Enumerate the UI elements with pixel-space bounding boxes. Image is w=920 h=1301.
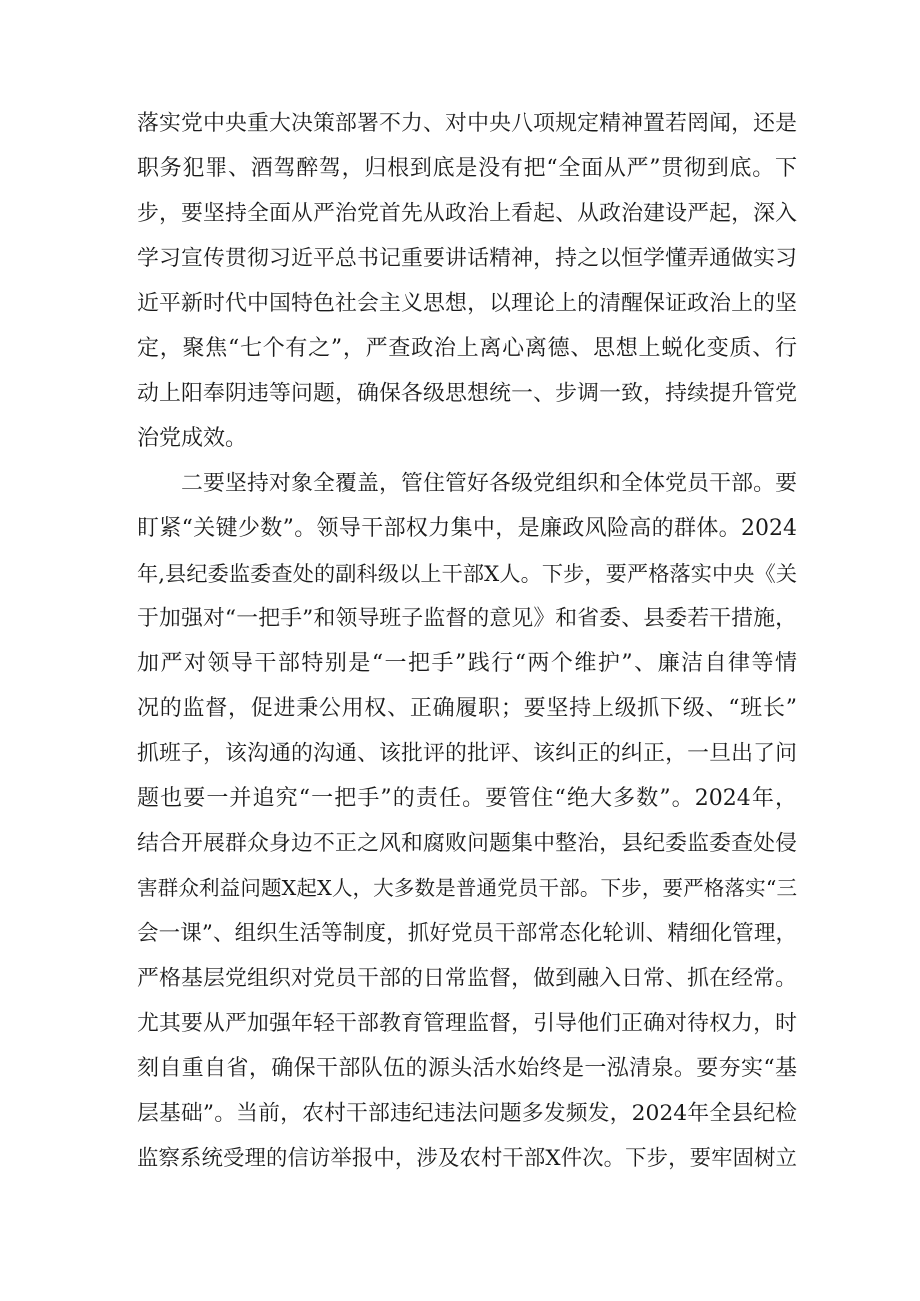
paragraph-2-line-9: 结合开展群众身边不正之风和腐败问题集中整治，县纪委监委查处侵 (137, 831, 797, 856)
paragraph-2-line-2: 盯紧“关键少数”。领导干部权力集中，是廉政风险高的群体。2024 (137, 516, 797, 541)
document-body (137, 101, 797, 1181)
paragraph-2-line-16: 监察系统受理的信访举报中，涉及农村干部X件次。下步，要牢固树立 (137, 1146, 797, 1171)
paragraph-1-line-3: 步，要坚持全面从严治党首先从政治上看起、从政治建设严起，深入 (137, 201, 797, 226)
paragraph-2-line-10: 害群众利益问题X起X人，大多数是普通党员干部。下步，要严格落实“三 (137, 876, 797, 900)
paragraph-2-line-12: 严格基层党组织对党员干部的日常监督，做到融入日常、抓在经常。 (137, 966, 797, 991)
paragraph-2-line-3: 年,县纪委监委查处的副科级以上干部X人。下步，要严格落实中央《关 (137, 561, 797, 586)
paragraph-2-line-15: 层基础”。当前，农村干部违纪违法问题多发频发，2024年全县纪检 (137, 1101, 797, 1126)
paragraph-2-line-8: 题也要一并追究“一把手”的责任。要管住“绝大多数”。2024年， (137, 786, 797, 811)
paragraph-1-line-6: 定，聚焦“七个有之”，严查政治上离心离德、思想上蜕化变质、行 (137, 336, 797, 361)
paragraph-2-line-4: 于加强对“一把手”和领导班子监督的意见》和省委、县委若干措施， (137, 606, 797, 631)
paragraph-1-line-1: 落实党中央重大决策部署不力、对中央八项规定精神置若罔闻，还是 (137, 111, 797, 136)
paragraph-1-line-5: 近平新时代中国特色社会主义思想，以理论上的清醒保证政治上的坚 (137, 291, 797, 316)
paragraph-1-line-7: 动上阳奉阴违等问题，确保各级思想统一、步调一致，持续提升管党 (137, 381, 797, 406)
paragraph-1-line-2: 职务犯罪、酒驾醉驾，归根到底是没有把“全面从严”贯彻到底。下 (137, 156, 797, 181)
paragraph-1-line-4: 学习宣传贯彻习近平总书记重要讲话精神，持之以恒学懂弄通做实习 (137, 246, 797, 271)
paragraph-2-line-7: 抓班子，该沟通的沟通、该批评的批评、该纠正的纠正，一旦出了问 (137, 741, 797, 766)
paragraph-2-line-5: 加严对领导干部特别是“一把手”践行“两个维护”、廉洁自律等情 (137, 651, 797, 676)
paragraph-1-line-8: 治党成效。 (137, 426, 248, 451)
paragraph-2-line-6: 况的监督，促进秉公用权、正确履职；要坚持上级抓下级、“班长” (137, 696, 797, 721)
paragraph-2-line-14: 刻自重自省，确保干部队伍的源头活水始终是一泓清泉。要夯实“基 (137, 1056, 797, 1081)
paragraph-2-line-11: 会一课”、组织生活等制度，抓好党员干部常态化轮训、精细化管理， (137, 921, 797, 946)
paragraph-2-line-1: 二要坚持对象全覆盖，管住管好各级党组织和全体党员干部。要 (181, 471, 797, 496)
paragraph-2-line-13: 尤其要从严加强年轻干部教育管理监督，引导他们正确对待权力，时 (137, 1011, 797, 1036)
